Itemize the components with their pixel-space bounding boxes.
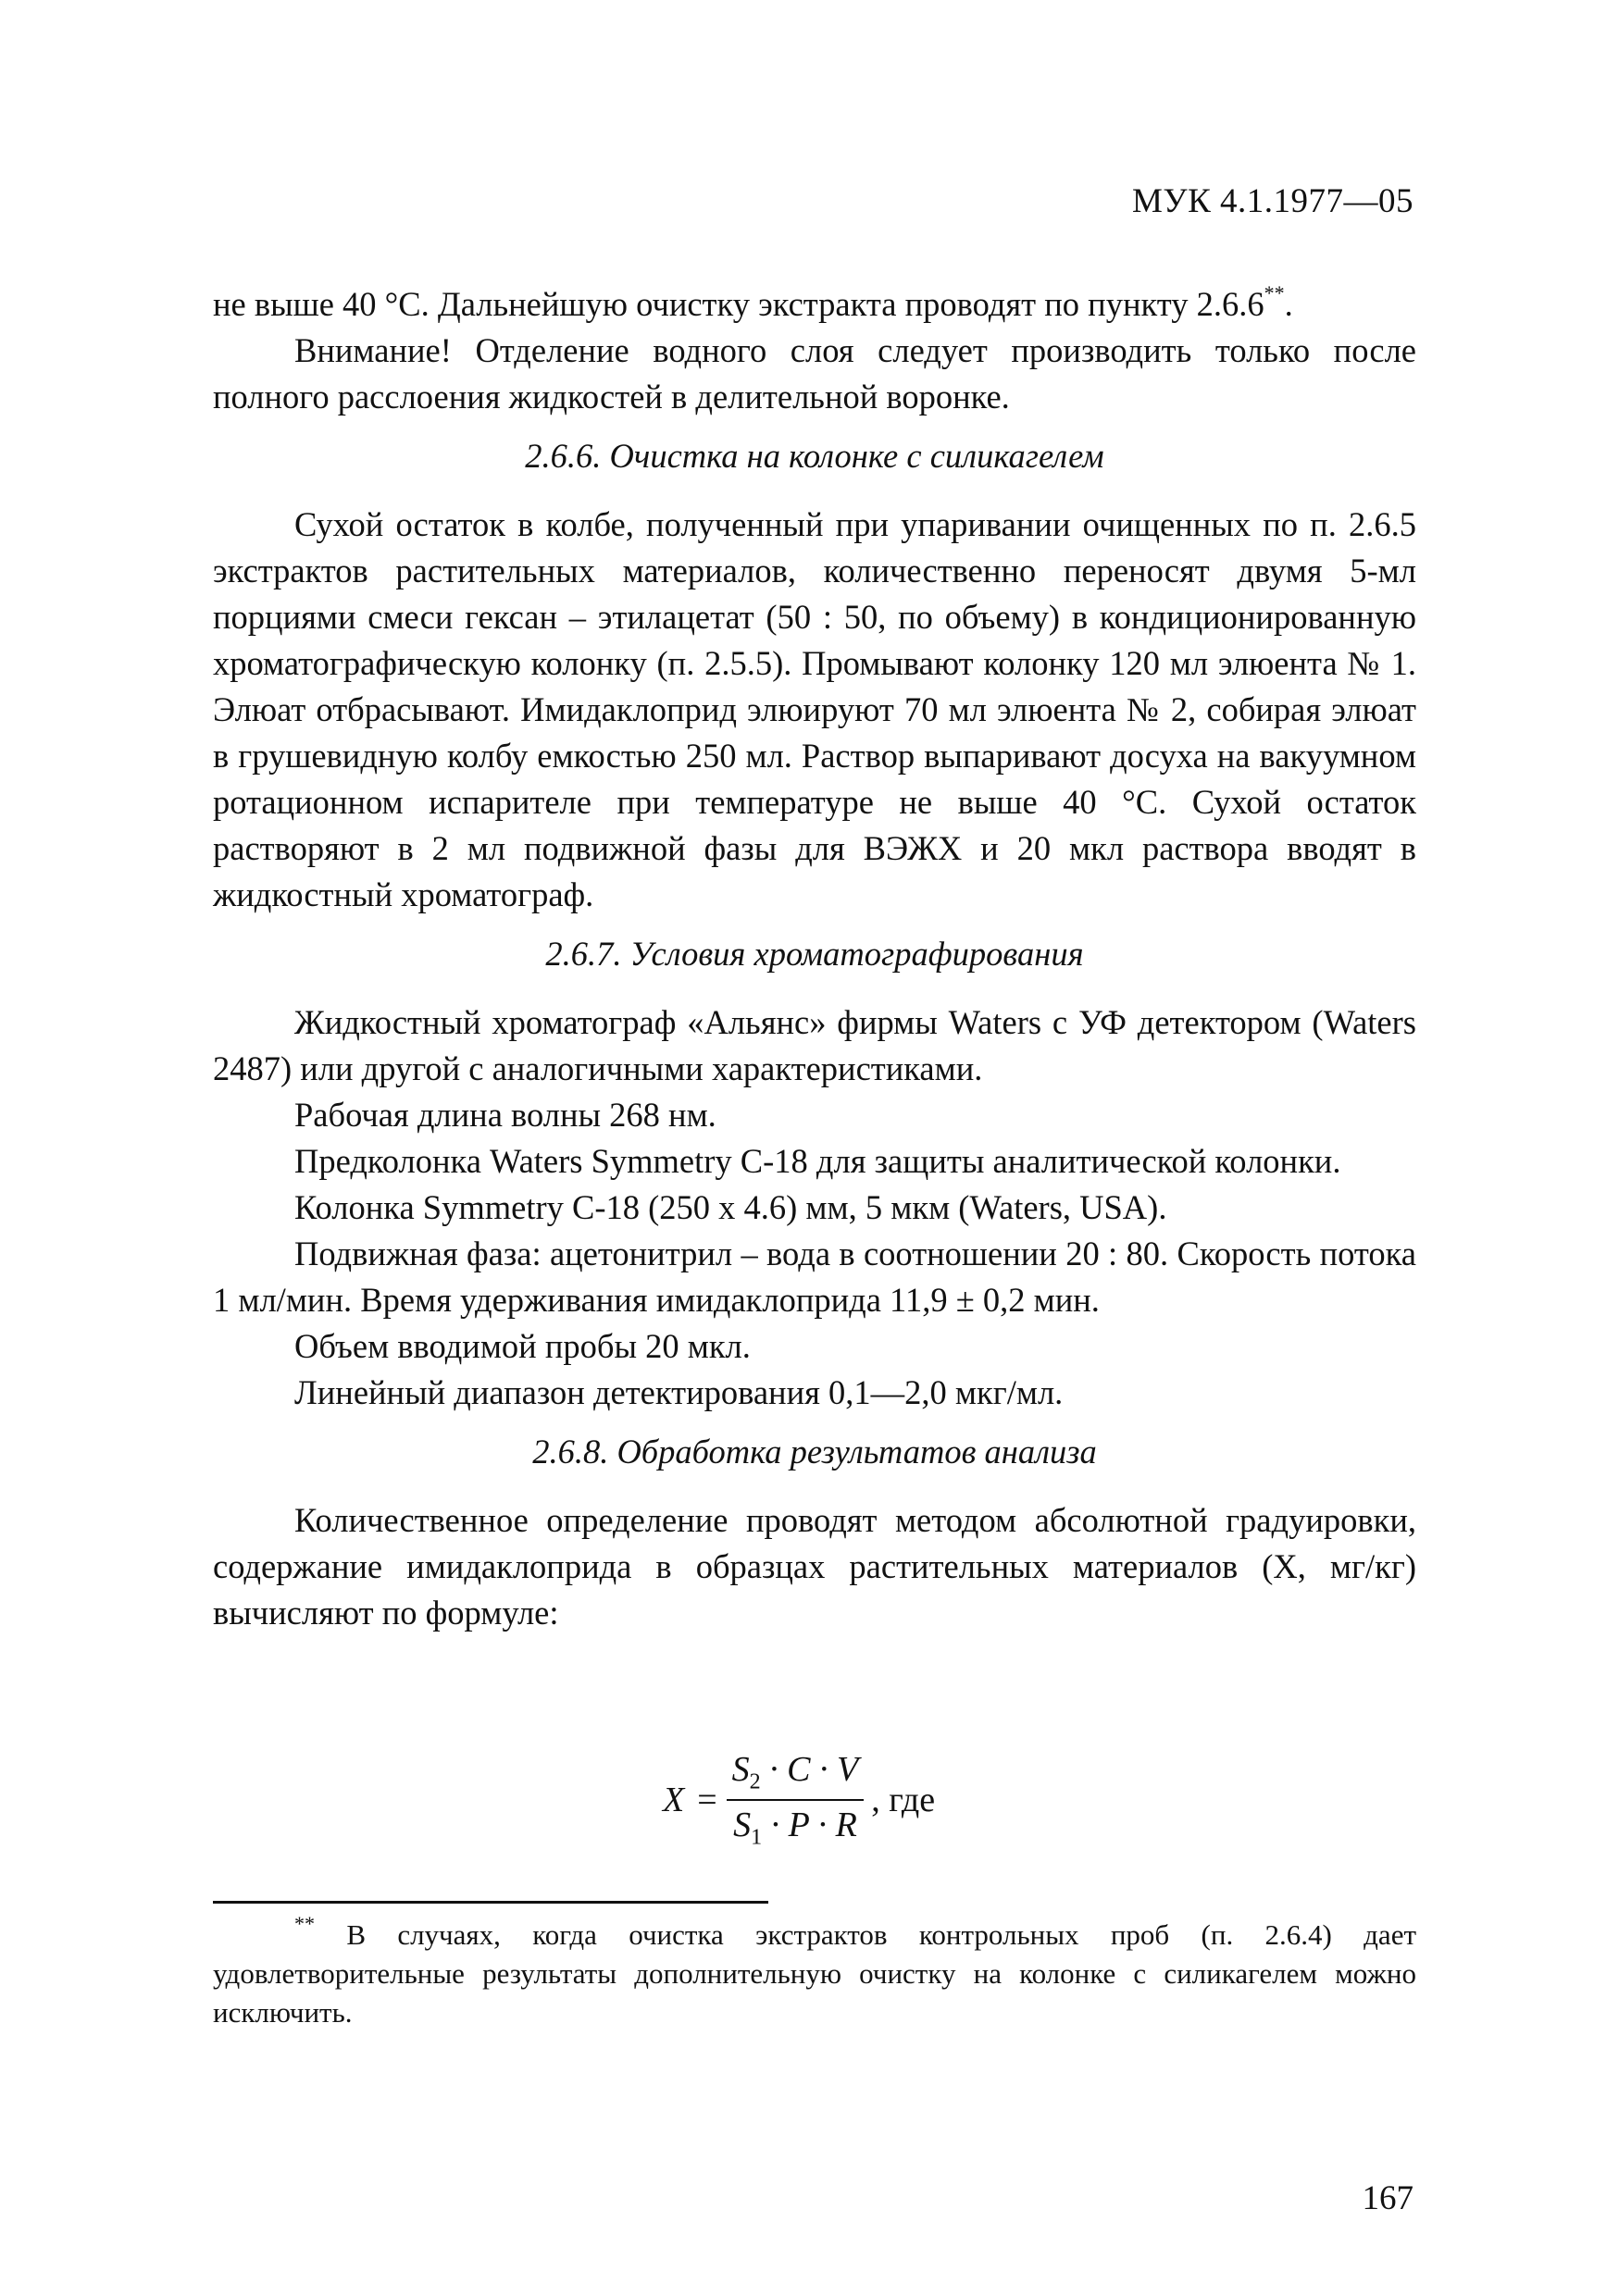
paragraph-continuation-text: не выше 40 °С. Дальнейшую очистку экстракта проводят по пункту 2.6.6: [213, 285, 1264, 323]
paragraph-injection-volume: Объем вводимой пробы 20 мкл.: [294, 1327, 751, 1365]
paragraph-continuation: [213, 281, 1416, 328]
section-heading-2-6-7: 2.6.7. Условия хроматографирования: [545, 935, 1084, 973]
formula-den-var: S: [733, 1805, 752, 1844]
formula-where: , где: [871, 1780, 936, 1819]
formula-equals: =: [697, 1780, 717, 1819]
formula-fraction: [727, 1749, 865, 1850]
formula-den-sub: 1: [751, 1825, 763, 1850]
section-heading-2-6-6: 2.6.6. Очистка на колонке с силикагелем: [525, 437, 1104, 475]
paragraph-silica-cleanup: Сухой остаток в колбе, полученный при упаривании очищенных по п. 2.6.5 экстрактов растительных материалов, количественно переносят двумя 5-мл порциями смеси гексан – этилацетат (50 : 50, по объему) в кондиционированную хроматографическую колонку (п. 2.5.5). Промывают колонку 120 мл элюента № 1. Элюат отбрасывают. Имидаклоприд элюируют 70 мл элюента № 2, собирая элюат в грушевидную колбу емкостью 250 мл. Раствор выпаривают досуха на вакуумном ротационном испарителе при температуре не выше 40 °С. Сухой остаток растворяют в 2 мл подвижной фазы для ВЭЖХ и 20 мкл раствора вводят в жидкостный хроматограф.: [213, 505, 1416, 913]
paragraph-chromatograph: Жидкостный хроматограф «Альянс» фирмы Waters с УФ детектором (Waters 2487) или другой с аналогичными характеристиками.: [213, 1003, 1416, 1087]
paragraph-linear-range: Линейный диапазон детектирования 0,1—2,0 мкг/мл.: [294, 1373, 1064, 1411]
paragraph-precolumn: Предколонка Waters Symmetry C-18 для защиты аналитической колонки.: [294, 1142, 1341, 1180]
formula-den-rest: · P · R: [762, 1805, 857, 1844]
formula-num-var: S: [731, 1750, 750, 1789]
paragraph-mobile-phase: Подвижная фаза: ацетонитрил – вода в соотношении 20 : 80. Скорость потока 1 мл/мин. Время удерживания имидаклоприда 11,9 ± 0,2 мин.: [213, 1235, 1416, 1319]
formula-lhs: X: [663, 1780, 685, 1819]
formula-fraction-bar: [727, 1799, 865, 1801]
paragraph-warning: Внимание! Отделение водного слоя следует производить только после полного расслоения жидкостей в делительной воронке.: [213, 331, 1416, 416]
formula: [663, 1749, 935, 1850]
formula-numerator: [727, 1749, 865, 1795]
paragraph-calculation: Количественное определение проводят методом абсолютной градуировки, содержание имидаклоприда в образцах растительных материалов (X, мг/кг) вычисляют по формуле:: [213, 1501, 1416, 1632]
formula-num-sub: 2: [749, 1769, 761, 1794]
body-text: [213, 281, 1416, 1636]
formula-denominator: [728, 1805, 863, 1851]
footnote-text: В случаях, когда очистка экстрактов контрольных проб (п. 2.6.4) дает удовлетворительные результаты дополнительную очистку на колонке с силикагелем можно исключить.: [213, 1918, 1416, 2029]
section-heading-2-6-8: 2.6.8. Обработка результатов анализа: [532, 1433, 1097, 1471]
footnote-reference: **: [1264, 280, 1285, 304]
footnote-mark: **: [294, 1911, 315, 1935]
paragraph-wavelength: Рабочая длина волны 268 нм.: [294, 1096, 716, 1134]
paragraph-column: Колонка Symmetry C-18 (250 x 4.6) мм, 5 мкм (Waters, USA).: [294, 1188, 1167, 1226]
footnote-divider: [213, 1901, 768, 1904]
page-number: 167: [1362, 2179, 1414, 2217]
formula-num-rest: · C · V: [760, 1750, 859, 1789]
paragraph-continuation-end: .: [1284, 285, 1293, 323]
footnote: [213, 1911, 1416, 2032]
document-code: МУК 4.1.1977—05: [1131, 182, 1414, 220]
